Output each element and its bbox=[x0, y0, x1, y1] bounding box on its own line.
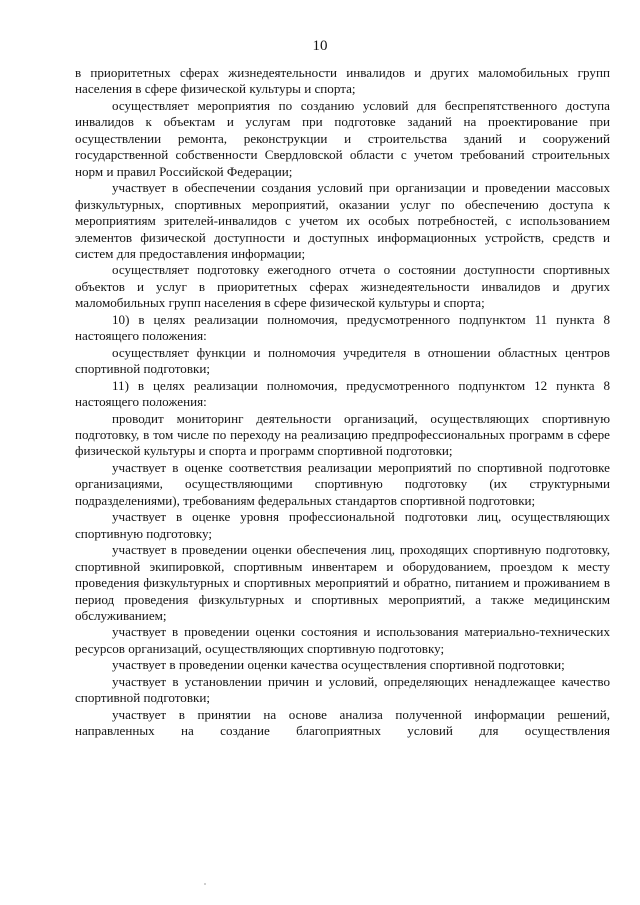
paragraph: участвует в оценке соответствия реализации мероприятий по спортивной подготовке организациями, осуществляющими спортивную подготовку (их структурными подразделениями), требованиям федеральных стандартов спортивной подготовки; bbox=[75, 459, 610, 508]
paragraph: осуществляет подготовку ежегодного отчета о состоянии доступности спортивных объектов и услуг в приоритетных сферах жизнедеятельности инвалидов и других маломобильных групп населения в сфере физической культуры и спорта; bbox=[75, 262, 610, 311]
paragraph: участвует в проведении оценки обеспечения лиц, проходящих спортивную подготовку, спортивной экипировкой, спортивным инвентарем и оборудованием, проездом к месту проведения физкультурных и спортивных мероприятий и обратно, питанием и проживанием в период проведения физкультурных и спортивных мероприятий, а также медицинским обслуживанием; bbox=[75, 542, 610, 623]
paragraph: участвует в проведении оценки состояния и использования материально-технических ресурсов организаций, осуществляющих спортивную подготовку; bbox=[75, 624, 610, 656]
page-number: 10 bbox=[312, 38, 328, 54]
paragraph: 10) в целях реализации полномочия, предусмотренного подпунктом 11 пункта 8 настоящего положения: bbox=[75, 311, 610, 344]
paragraph: 11) в целях реализации полномочия, предусмотренного подпунктом 12 пункта 8 настоящего положения: bbox=[75, 377, 610, 410]
paragraph: осуществляет мероприятия по созданию условий для беспрепятственного доступа инвалидов к объектам и услугам при подготовке заданий на проектирование при осуществлении ремонта, реконструкции и строительства зданий и сооружений государственной собственности Свердловской области с учетом требований строительных норм и правил Российской Федерации; bbox=[75, 97, 610, 179]
paragraph: проводит мониторинг деятельности организаций, осуществляющих спортивную подготовку, в том числе по переходу на реализацию предпрофессиональных программ в сфере физической культуры и спорта и программ спортивной подготовки; bbox=[75, 410, 610, 459]
paragraph: участвует в принятии на основе анализа полученной информации решений, направленных на создание благоприятных условий для осуществления bbox=[75, 706, 610, 739]
paragraph: участвует в оценке уровня профессиональной подготовки лиц, осуществляющих спортивную подготовку; bbox=[75, 509, 610, 541]
paragraph: в приоритетных сферах жизнедеятельности инвалидов и других маломобильных групп населения в сфере физической культуры и спорта; bbox=[75, 65, 610, 97]
paragraph: осуществляет функции и полномочия учредителя в отношении областных центров спортивной подготовки; bbox=[75, 344, 610, 377]
paragraph: участвует в проведении оценки качества осуществления спортивной подготовки; bbox=[112, 657, 565, 673]
paragraph: участвует в установлении причин и условий, определяющих ненадлежащее качество спортивной подготовки; bbox=[75, 673, 610, 706]
scan-artifact bbox=[204, 883, 206, 885]
paragraph: участвует в обеспечении создания условий при организации и проведении массовых физкультурных, спортивных мероприятий, оказании услуг по обеспечению доступа к мероприятиям зрителей-инвалидов с учетом их особых потребностей, с использованием элементов физической доступности и доступных информационных устройств, средств и систем для предоставления информации; bbox=[75, 180, 610, 261]
document-body bbox=[75, 65, 610, 740]
